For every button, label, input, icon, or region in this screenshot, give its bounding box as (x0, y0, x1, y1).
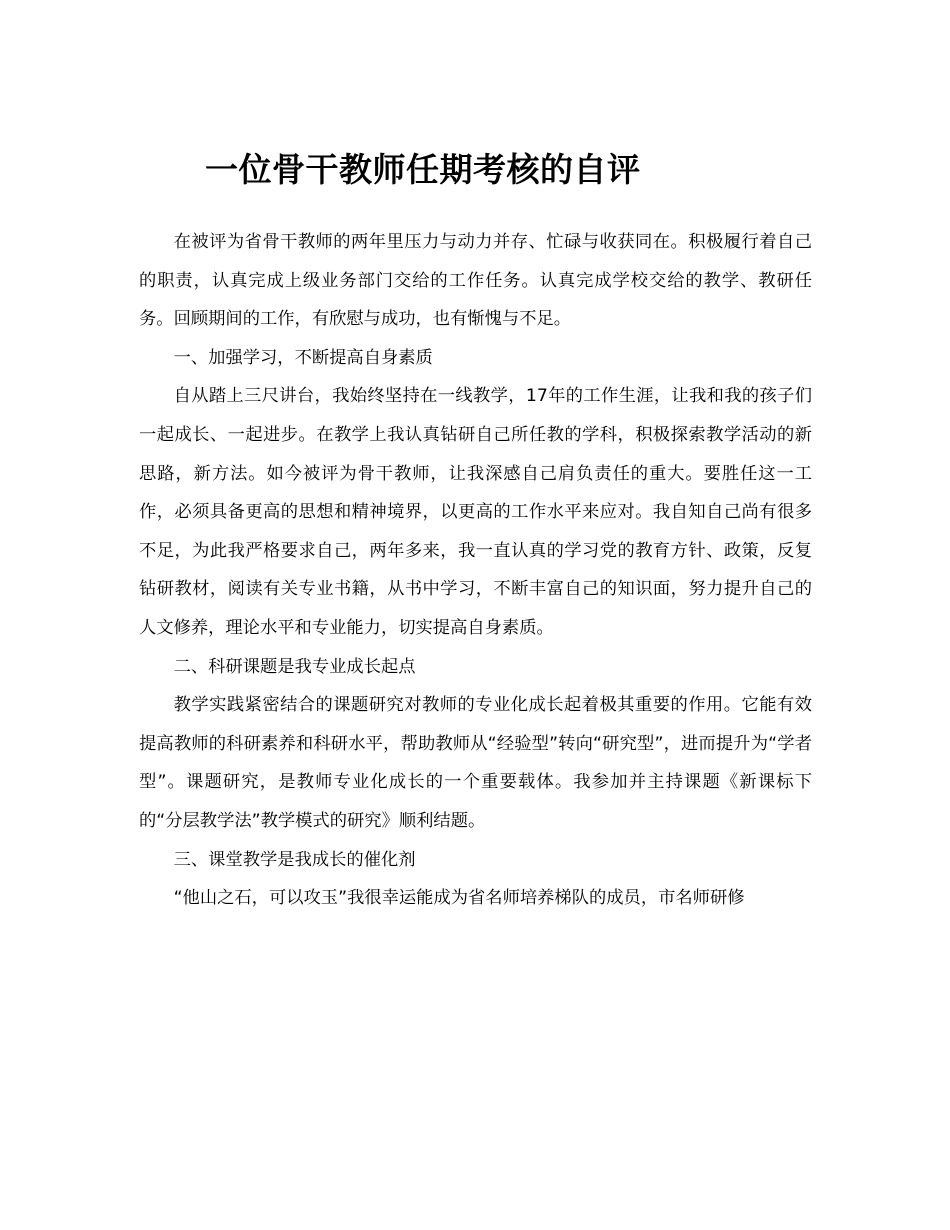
paragraph-intro: 在被评为省骨干教师的两年里压力与动力并存、忙碌与收获同在。积极履行着自己的职责，认真完成上级业务部门交给的工作任务。认真完成学校交给的教学、教研任务。回顾期间的工作，有欣慰与成功，也有惭愧与不足。 (139, 232, 812, 330)
section-heading-2: 二、科研课题是我专业成长起点 (173, 656, 416, 677)
section-heading-3: 三、课堂教学是我成长的催化剂 (173, 849, 416, 870)
document-title: 一位骨干教师任期考核的自评 (205, 150, 641, 189)
paragraph-section-1: 自从踏上三尺讲台，我始终坚持在一线教学，17年的工作生涯，让我和我的孩子们一起成长、一起进步。在教学上我认真钻研自己所任教的学科，积极探索教学活动的新思路，新方法。如今被评为骨干教师，让我深感自己肩负责任的重大。要胜任这一工作，必须具备更高的思想和精神境界，以更高的工作水平来应对。我自知自己尚有很多不足，为此我严格要求自己，两年多来，我一直认真的学习党的教育方针、政策，反复钻研教材，阅读有关专业书籍，从书中学习，不断丰富自己的知识面，努力提升自己的人文修养，理论水平和专业能力，切实提高自身素质。 (139, 386, 812, 638)
document-body (139, 223, 812, 918)
paragraph-section-2: 教学实践紧密结合的课题研究对教师的专业化成长起着极其重要的作用。它能有效提高教师的科研素养和科研水平，帮助教师从“经验型”转向“研究型”，进而提升为“学者型”。课题研究，是教师专业化成长的一个重要载体。我参加并主持课题《新课标下的“分层教学法”教学模式的研究》顺利结题。 (139, 695, 812, 831)
section-heading-1: 一、加强学习，不断提高自身素质 (173, 347, 433, 368)
paragraph-section-3: “他山之石，可以攻玉”我很幸运能成为省名师培养梯队的成员，市名师研修 (173, 888, 745, 909)
